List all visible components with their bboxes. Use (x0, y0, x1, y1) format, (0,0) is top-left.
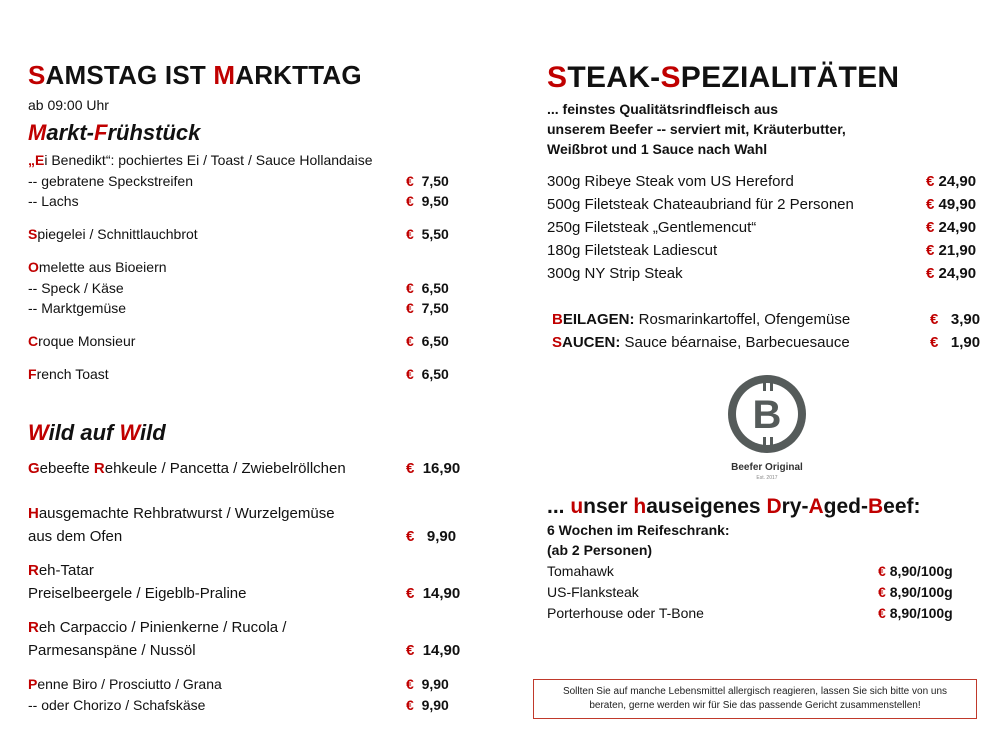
menu-price: € 9,90 (406, 697, 449, 713)
steak-desc: unserem Beefer -- serviert mit, Kräuterbutter, (547, 121, 846, 137)
steak-price: € 24,90 (926, 219, 977, 236)
menu-item: -- Speck / Käse (28, 280, 124, 296)
menu-item: Preiselbeergele / Eigeblb-Praline (28, 585, 247, 602)
opening-time: ab 09:00 Uhr (28, 97, 109, 113)
dry-price: € 8,90/100g (878, 605, 953, 621)
menu-price: € 6,50 (406, 280, 449, 296)
menu-price: € 14,90 (406, 585, 461, 602)
steak-item: 300g Ribeye Steak vom US Hereford (547, 173, 794, 190)
steak-desc: ... feinstes Qualitätsrindfleisch aus (547, 101, 779, 117)
steak-item: 180g Filetsteak Ladiescut (547, 242, 718, 259)
steak-item: 250g Filetsteak „Gentlemencut“ (547, 219, 757, 236)
menu-price: € 6,50 (406, 333, 449, 349)
saucen-line: SAUCEN: Sauce béarnaise, Barbecuesauce (552, 334, 850, 351)
wild-heading: Wild auf Wild (28, 420, 166, 445)
menu-item: Hausgemachte Rehbratwurst / Wurzelgemüse (28, 505, 335, 522)
allergy-note (533, 679, 977, 719)
menu-price: € 9,90 (406, 676, 449, 692)
menu-item: Spiegelei / Schnittlauchbrot (28, 226, 198, 242)
steak-price: € 24,90 (926, 265, 977, 282)
dry-aged-heading: ... unser hauseigenes Dry-Aged-Beef: (547, 495, 921, 518)
menu-item: -- Marktgemüse (28, 300, 127, 316)
menu-price: € 14,90 (406, 642, 461, 659)
menu-price: € 9,90 (406, 528, 457, 545)
menu-item: Penne Biro / Prosciutto / Grana (28, 676, 222, 692)
menu-price: € 7,50 (406, 173, 449, 189)
left-title: SAMSTAG IST MARKTTAG (28, 60, 362, 90)
menu-item: -- Lachs (28, 193, 79, 209)
dry-item: Porterhouse oder T-Bone (547, 605, 704, 621)
steak-item: 300g NY Strip Steak (547, 265, 683, 282)
menu-item: French Toast (28, 366, 109, 382)
dry-price: € 8,90/100g (878, 584, 953, 600)
logo-letter: B (752, 393, 782, 437)
dry-aged-info: (ab 2 Personen) (547, 542, 653, 558)
allergy-note-line: Sollten Sie auf manche Lebensmittel allergisch reagieren, lassen Sie sich bitte von uns (562, 686, 948, 697)
menu-item: Parmesanspäne / Nussöl (28, 642, 196, 659)
menu-price: € 7,50 (406, 300, 449, 316)
menu-price: € 6,50 (406, 366, 449, 382)
steak-title: STEAK-SPEZIALITÄTEN (547, 61, 900, 94)
fruehstueck-heading: Markt-Frühstück (28, 120, 201, 145)
menu-item: Omelette aus Bioeiern (28, 259, 167, 275)
beefer-logo (724, 374, 814, 480)
steak-price: € 21,90 (926, 242, 977, 259)
dry-aged-info: 6 Wochen im Reifeschrank: (547, 522, 730, 538)
menu-price: € 9,50 (406, 193, 449, 209)
menu-item: -- gebratene Speckstreifen (28, 173, 193, 189)
steak-item: 500g Filetsteak Chateaubriand für 2 Personen (547, 196, 854, 213)
steak-price: € 24,90 (926, 173, 977, 190)
allergy-note-line: beraten, gerne werden wir für Sie das passende Gericht zusammenstellen! (589, 700, 921, 711)
logo-name: Beefer Original (731, 462, 803, 473)
steak-desc: Weißbrot und 1 Sauce nach Wahl (547, 141, 768, 157)
menu-item: Gebeefte Rehkeule / Pancetta / Zwiebelröllchen (28, 460, 346, 477)
menu-item: Croque Monsieur (28, 333, 136, 349)
saucen-price: € 1,90 (930, 334, 981, 351)
beilagen-line: BEILAGEN: Rosmarinkartoffel, Ofengemüse (552, 311, 851, 328)
beefer-logo-icon (724, 374, 814, 480)
dry-item: US-Flanksteak (547, 584, 639, 600)
logo-est: Est. 2017 (756, 475, 778, 480)
menu-price: € 16,90 (406, 460, 461, 477)
menu-item: „Ei Benedikt“: pochiertes Ei / Toast / Sauce Hollandaise (28, 152, 373, 168)
menu-item: aus dem Ofen (28, 528, 123, 545)
menu-item: Reh Carpaccio / Pinienkerne / Rucola / (28, 619, 287, 636)
beilagen-price: € 3,90 (930, 311, 981, 328)
steak-price: € 49,90 (926, 196, 977, 213)
menu-item: -- oder Chorizo / Schafskäse (28, 697, 206, 713)
menu-price: € 5,50 (406, 226, 449, 242)
dry-price: € 8,90/100g (878, 563, 953, 579)
menu-item: Reh-Tatar (28, 562, 94, 579)
dry-item: Tomahawk (547, 563, 614, 579)
